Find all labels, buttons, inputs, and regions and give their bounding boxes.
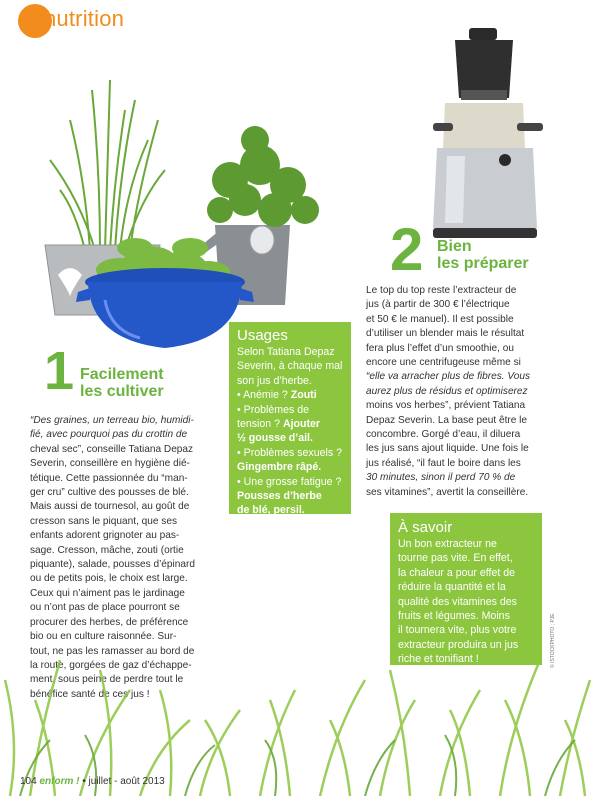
section2-line: “elle va arracher plus de fibres. Vous xyxy=(366,371,531,383)
asavoir-title: À savoir xyxy=(398,519,453,536)
section2-line: concombre. Gorgé d’eau, il diluera xyxy=(366,429,521,441)
asavoir-line: qualité des vitamines des xyxy=(398,595,517,608)
section2-line: Depaz Severin. La base peut être le xyxy=(366,414,528,426)
section2-body xyxy=(366,284,570,500)
section1-line: ou n’ont pas de place pourront se xyxy=(30,602,180,614)
section1-line: ger cru” cultive des pousses de blé. xyxy=(30,487,189,499)
usages-line: • Problèmes sexuels ? xyxy=(237,446,342,459)
section2-line: encore une centrifugeuse même si xyxy=(366,357,521,369)
usages-line: • Une grosse fatigue ? xyxy=(237,475,342,488)
asavoir-line: fruits et légumes. Moins xyxy=(398,610,510,623)
section2-line: 30 minutes, sinon il perd 70 % de xyxy=(366,472,516,484)
section1-line: tout, ne pas les ramasser au bord de xyxy=(30,645,195,657)
section1-line: “Des graines, un terreau bio, humidi- xyxy=(30,415,194,426)
section2-line: et 50 € le manuel). Il est possible xyxy=(366,313,514,325)
section1-line: ou de petits pois, le choix est large. xyxy=(30,573,188,585)
asavoir-line: tourne pas vite. En effet, xyxy=(398,552,513,565)
page-footer xyxy=(20,776,165,787)
section-header: nutrition xyxy=(44,6,125,31)
section2-line: d’utiliser un blender mais le résultat xyxy=(366,328,525,340)
section1-line: piquante), salade, pousses d’épinard xyxy=(30,559,195,571)
usages-line: • Problèmes de xyxy=(237,403,310,416)
section1-line: la route, gorgées de gaz d’échappe- xyxy=(30,659,192,671)
section2-line: les jus sans ajout liquide. Une fois le xyxy=(366,443,529,455)
section2-line: aurez plus de résidus et optimiserez xyxy=(366,385,528,397)
section2-line: moins vos herbes”, prévient Tatiana xyxy=(366,400,526,412)
section1-title-line1: Facilement xyxy=(80,366,164,383)
asavoir-line: Un bon extracteur ne xyxy=(398,538,497,550)
usages-line: de blé, persil. xyxy=(237,504,305,517)
photo-credit: © ISTOCKPHOTO ; PJE xyxy=(550,613,556,668)
usages-line: Gingembre râpé. xyxy=(237,461,322,474)
usages-line: son jus d’herbe. xyxy=(237,374,312,387)
grass-illustration xyxy=(0,620,599,796)
asavoir-line: réduire la quantité et la xyxy=(398,581,506,594)
asavoir-line: extracteur produira un jus xyxy=(398,638,519,651)
section1-line: sage. Cresson, mâche, zouti (ortie xyxy=(30,544,184,556)
section1-line: cresson sans le piquant, que ses xyxy=(30,515,178,527)
usages-line: tension ? Ajouter xyxy=(237,418,321,431)
section1-number: 1 xyxy=(44,341,75,401)
section1-line: bénéfice santé de ces jus ! xyxy=(30,688,150,700)
juicer-illustration xyxy=(425,28,555,253)
usages-line: • Anémie ? Zouti xyxy=(237,389,317,402)
asavoir-line: la chaleur a pour effet de xyxy=(398,566,516,579)
usages-line: Pousses d’herbe xyxy=(237,490,322,503)
section1-line: procurer des herbes, de préférence xyxy=(30,616,189,628)
section1-line: bio ou en culture raisonnée. Sur- xyxy=(30,631,177,643)
asavoir-line: riche et tonifiant ! xyxy=(398,653,479,666)
magazine-brand: enform ! xyxy=(39,776,80,787)
section1-title-line2: les cultiver xyxy=(80,383,164,400)
section2-title-line1: Bien xyxy=(437,238,472,255)
section1-line: Mais aussi de tournesol, au goût de xyxy=(30,501,190,513)
issue-date: • juillet - août 2013 xyxy=(82,776,165,787)
usages-line: Selon Tatiana Depaz xyxy=(237,346,335,358)
section1-line: Ceux qui n’aiment pas le jardinage xyxy=(30,587,185,599)
section2-line: Le top du top reste l’extracteur de xyxy=(366,285,517,296)
section1-line: enfants adorent grignoter au pas- xyxy=(30,530,180,542)
section2-line: jus (à partir de 300 € l’électrique xyxy=(366,299,510,311)
section2-line: fera plus l’effet d’un smoothie, ou xyxy=(366,342,514,354)
section2-number: 2 xyxy=(390,216,424,283)
page-number: 104 xyxy=(20,776,37,787)
section1-line: ment, sous peine de perdre tout le xyxy=(30,674,184,686)
section1-line: tétique. Cette passionnée du “man- xyxy=(30,472,188,484)
usages-box xyxy=(229,322,351,517)
usages-line: ½ gousse d’ail. xyxy=(237,432,313,445)
section2-line: ses vitamines”, avertit la conseillère. xyxy=(366,486,529,498)
asavoir-line: il tournera vite, plus votre xyxy=(398,624,517,637)
usages-title: Usages xyxy=(237,327,288,344)
section2-line: jus réalisé, “il faut le boire dans les xyxy=(366,457,521,469)
section1-line: fié, avec pourquoi pas du crottin de xyxy=(30,429,188,441)
herbs-illustration xyxy=(30,60,350,360)
section1-line: Severin, conseillère en hygiène dié- xyxy=(30,458,190,470)
section1-line: cheval sec”, conseille Tatiana Depaz xyxy=(30,443,194,455)
usages-line: Severin, à chaque mal xyxy=(237,360,343,373)
section2-title-line2: les préparer xyxy=(437,255,529,272)
